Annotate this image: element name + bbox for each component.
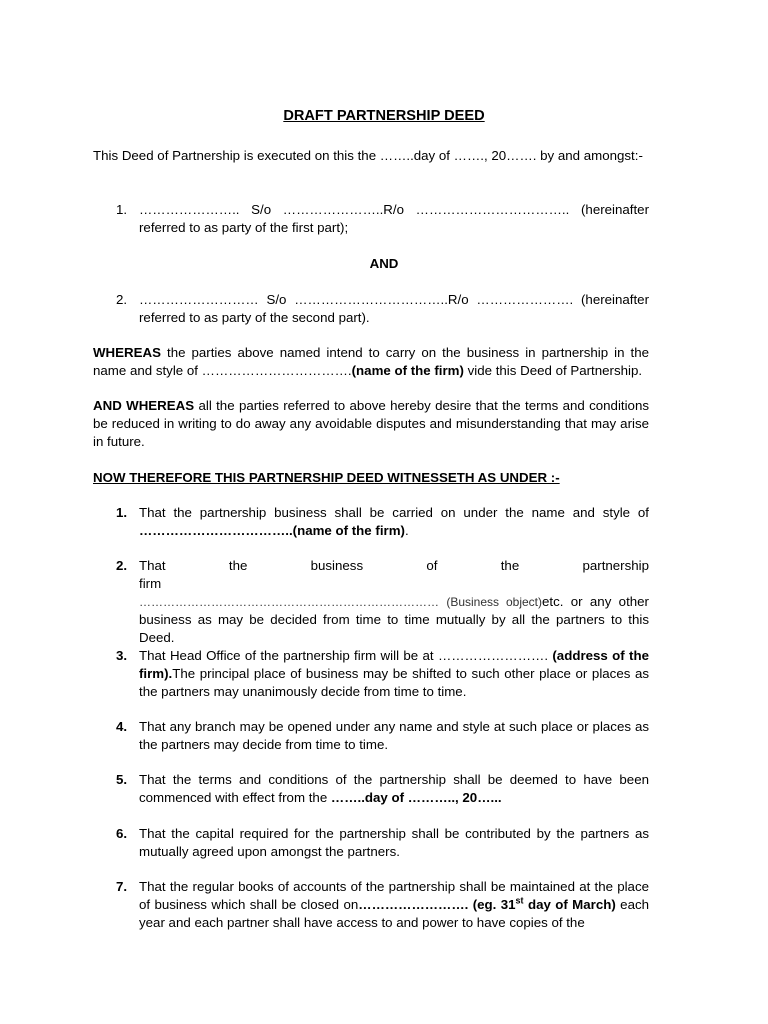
clause-item [93,647,649,701]
clause-text: That any branch may be opened under any name and style at such place or places as the partners may decide from time to time. [139,719,649,752]
clause-date: ……..day of ……….., 20…... [330,790,502,805]
whereas-lead: WHEREAS [93,345,161,360]
party-number: 2. [116,292,128,307]
and-label: AND [369,256,399,271]
party-number: 1. [116,202,128,217]
clause-address: (address of the firm). [139,648,649,681]
clause-firm-name: ……………………………..(name of the firm) [139,523,405,538]
clause-dots: ………………………………………………………………… [139,595,439,609]
whereas-paragraph [93,344,649,380]
party-line: ……………………… S/o ……………………………..R/o …………………. (hereinafter [139,292,649,307]
and-whereas-lead: AND WHEREAS [93,398,195,413]
clause-number: 1. [116,505,128,520]
clause-closing-2: day of March) [523,897,616,912]
and-whereas-text: all the parties referred to above hereby desire that the terms and conditions be reduced in writing to do away any avoidable disputes and misunderstanding that may arise in future. [93,398,649,449]
clause-number: 6. [116,826,128,841]
clause-number: 4. [116,719,128,734]
clause-text: That Head Office of the partnership firm will be at ……………………. [139,648,549,663]
clause-end: . [404,523,409,538]
clause-closing: ……………………. (eg. 31 [358,897,516,912]
clause-number: 7. [116,879,128,894]
clause-text: That the capital required for the partnership shall be contributed by the partners as mutually agreed upon amongst the partners. [139,826,649,859]
business-object: (Business object) [446,595,542,609]
whereas-end: vide this Deed of Partnership. [463,363,643,378]
clause-text: That the partnership business shall be carried on under the name and style of [139,505,649,520]
clause-superscript: st [515,895,524,906]
clause-item [93,557,649,647]
clause-text: That the regular books of accounts of the partnership shall be maintained at the place of business which shall be closed on [139,879,649,912]
clause-number: 3. [116,648,128,663]
clause-rest: etc. or any other business as may be decided from time to time mutually by all the partners to this Deed. [139,594,649,645]
intro-paragraph: This Deed of Partnership is executed on this the ……..day of ……., 20……. by and amongst:- [93,148,643,163]
document-title: DRAFT PARTNERSHIP DEED [283,108,485,124]
clause-item [93,771,649,807]
party-line: ………………….. S/o …………………..R/o …………………………….. (hereinafter [139,202,649,217]
clause-item [93,825,649,861]
party-line-2: referred to as party of the first part); [139,220,349,235]
clause-rest: each year and each partner shall have access to and power to have copies of the [139,897,650,930]
clause-text: That the terms and conditions of the partnership shall be deemed to have been commenced with effect from the [139,772,649,805]
clause-text: That the business of the partnership firm [139,558,649,591]
clause-number: 5. [116,772,128,787]
party-item [93,201,649,237]
party-item [93,291,649,327]
clause-item [93,878,649,932]
clause-number: 2. [116,558,128,573]
party-line-2: referred to as party of the second part). [139,310,370,325]
whereas-firm-name: (name of the firm) [351,363,464,378]
whereas-text: the parties above named intend to carry on the business in partnership in the name and style of ……………………………. [93,345,649,378]
and-whereas-paragraph [93,397,649,451]
clause-item [93,504,649,540]
clause-rest: The principal place of business may be shifted to such other place or places as the partners may unanimously decide from time to time. [139,666,649,699]
witnesseth-heading: NOW THEREFORE THIS PARTNERSHIP DEED WITNESSETH AS UNDER :- [93,470,560,485]
clause-item [93,718,649,754]
